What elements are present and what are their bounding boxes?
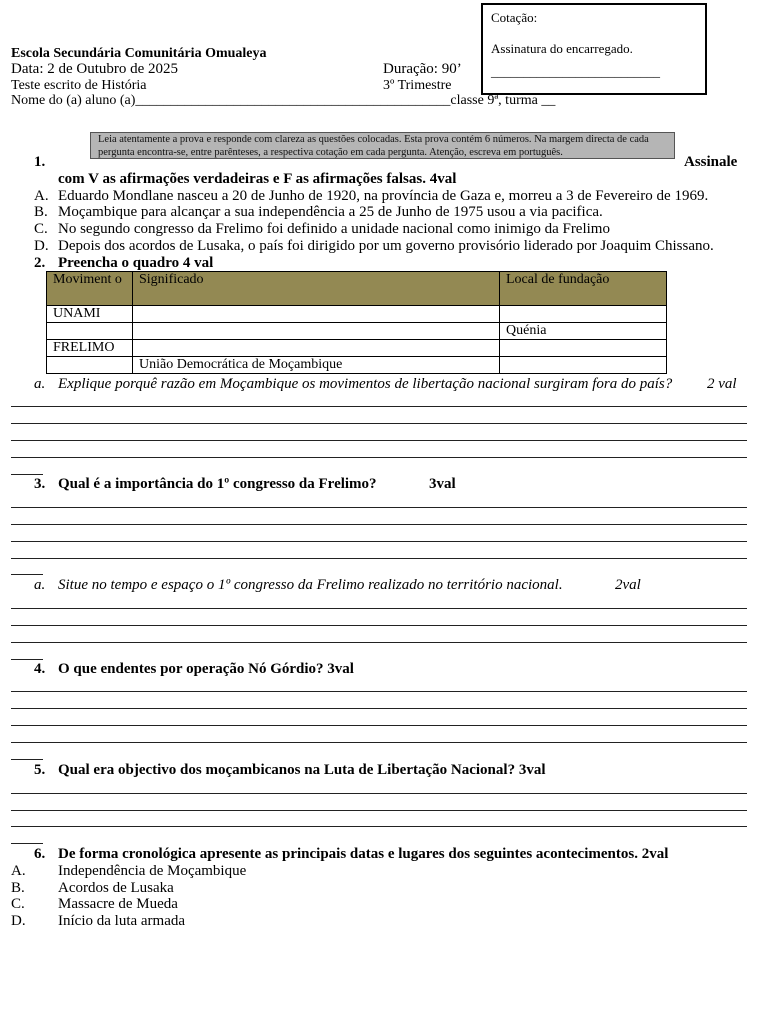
answer-line[interactable] [11,440,747,441]
answer-line[interactable] [11,826,747,827]
movements-table [46,271,667,374]
answer-line[interactable] [11,659,43,660]
table-row [47,306,667,323]
q2-number: 2. [34,255,46,271]
q6-item-letter: C. [11,896,25,912]
q6-item-text: Início da luta armada [58,913,186,929]
q2a-score: 2 val [707,376,737,392]
q6-text: De forma cronológica apresente as principais datas e lugares dos seguintes acontecimentos. 2val [58,846,669,862]
table-cell[interactable]: FRELIMO [47,340,133,357]
answer-line[interactable] [11,507,747,508]
answer-line[interactable] [11,793,747,794]
cotacao-label: Cotação: [491,10,538,25]
q3a-text: Situe no tempo e espaço o 1º congresso da Frelimo realizado no território nacional. [58,577,563,593]
answer-line[interactable] [11,608,747,609]
q2-text: Preencha o quadro 4 val [58,255,214,271]
q3-score: 3val [429,476,456,492]
q6-item-letter: D. [11,913,26,929]
answer-line[interactable] [11,625,747,626]
test-title: Teste escrito de História [11,78,147,93]
answer-line[interactable] [11,708,747,709]
answer-line[interactable] [11,541,747,542]
answer-line[interactable] [11,759,43,760]
answer-line[interactable] [11,742,747,743]
q5-number: 5. [34,762,46,778]
cotacao-box [481,3,707,95]
q1-text: com V as afirmações verdadeiras e F as afirmações falsas. 4val [58,171,457,187]
exam-duration: Duração: 90’ [383,61,462,77]
signature-line: __________________________ [491,64,660,79]
answer-line[interactable] [11,423,747,424]
q6-item-text: Acordos de Lusaka [58,880,174,896]
answer-line[interactable] [11,457,747,458]
q1-item-text: Depois dos acordos de Lusaka, o país foi dirigido por um governo provisório liderado por Joaquim Chissano. [58,238,714,254]
instructions-box: Leia atentamente a prova e responde com clareza as questões colocadas. Esta prova contém 6 números. Na margem directa de cada pergunta encontra-se, entre parênteses, a respectiva cotação em cada pergunta. Atenção, escreva em português. [90,132,675,159]
q1-item-letter: D. [34,238,49,254]
q1-item-text: Eduardo Mondlane nasceu a 20 de Junho de 1920, na província de Gaza e, morreu a 3 de Fevereiro de 1969. [58,188,709,204]
table-cell[interactable] [47,323,133,340]
q3-number: 3. [34,476,46,492]
table-header: Local de fundação [500,272,667,306]
q1-item-text: No segundo congresso da Frelimo foi definido a unidade nacional como inimigo da Frelimo [58,221,610,237]
table-cell[interactable] [133,306,500,323]
answer-line[interactable] [11,524,747,525]
q6-item-text: Independência de Moçambique [58,863,247,879]
table-cell[interactable] [133,323,500,340]
table-row [47,323,667,340]
answer-line[interactable] [11,725,747,726]
q4-number: 4. [34,661,46,677]
q6-item-text: Massacre de Mueda [58,896,178,912]
q6-item-letter: A. [11,863,26,879]
q6-number: 6. [34,846,46,862]
table-cell[interactable] [500,357,667,374]
q2a-letter: a. [34,376,46,392]
table-cell[interactable]: União Democrática de Moçambique [133,357,500,374]
q4-text: O que endentes por operação Nó Górdio? 3val [58,661,354,677]
answer-line[interactable] [11,474,43,475]
q1-item-letter: C. [34,221,48,237]
answer-line[interactable] [11,691,747,692]
q2a-text: Explique porquê razão em Moçambique os movimentos de libertação nacional surgiram fora do país? [58,376,673,392]
q5-text: Qual era objectivo dos moçambicanos na Luta de Libertação Nacional? 3val [58,762,546,778]
answer-line[interactable] [11,406,747,407]
table-cell[interactable]: Quénia [500,323,667,340]
table-cell[interactable] [500,340,667,357]
table-row [47,340,667,357]
table-header: Significado [133,272,500,306]
table-cell[interactable] [133,340,500,357]
q1-item-letter: A. [34,188,49,204]
signature-label: Assinatura do encarregado. [491,41,633,56]
answer-line[interactable] [11,574,43,575]
table-header: Moviment o [47,272,133,306]
table-header-row [47,272,667,306]
q3-text: Qual é a importância do 1º congresso da Frelimo? [58,476,377,492]
q1-item-letter: B. [34,204,48,220]
answer-line[interactable] [11,843,43,844]
q1-lead: Assinale [684,154,738,170]
q1-item-text: Moçambique para alcançar a sua independência a 25 de Junho de 1975 usou a via pacifica. [58,204,603,220]
table-cell[interactable] [500,306,667,323]
answer-line[interactable] [11,642,747,643]
table-row [47,357,667,374]
q1-number: 1. [34,154,46,170]
term: 3º Trimestre [383,78,452,93]
exam-date: Data: 2 de Outubro de 2025 [11,61,179,77]
answer-line[interactable] [11,558,747,559]
student-name-line: Nome do (a) aluno (a)_____________________________________________classe 9ª, turma __ [11,93,556,108]
school-name: Escola Secundária Comunitária Omualeya [11,46,267,61]
q3a-score: 2val [615,577,641,593]
q6-item-letter: B. [11,880,25,896]
answer-line[interactable] [11,810,747,811]
table-cell[interactable]: UNAMI [47,306,133,323]
table-cell[interactable] [47,357,133,374]
q3a-letter: a. [34,577,46,593]
